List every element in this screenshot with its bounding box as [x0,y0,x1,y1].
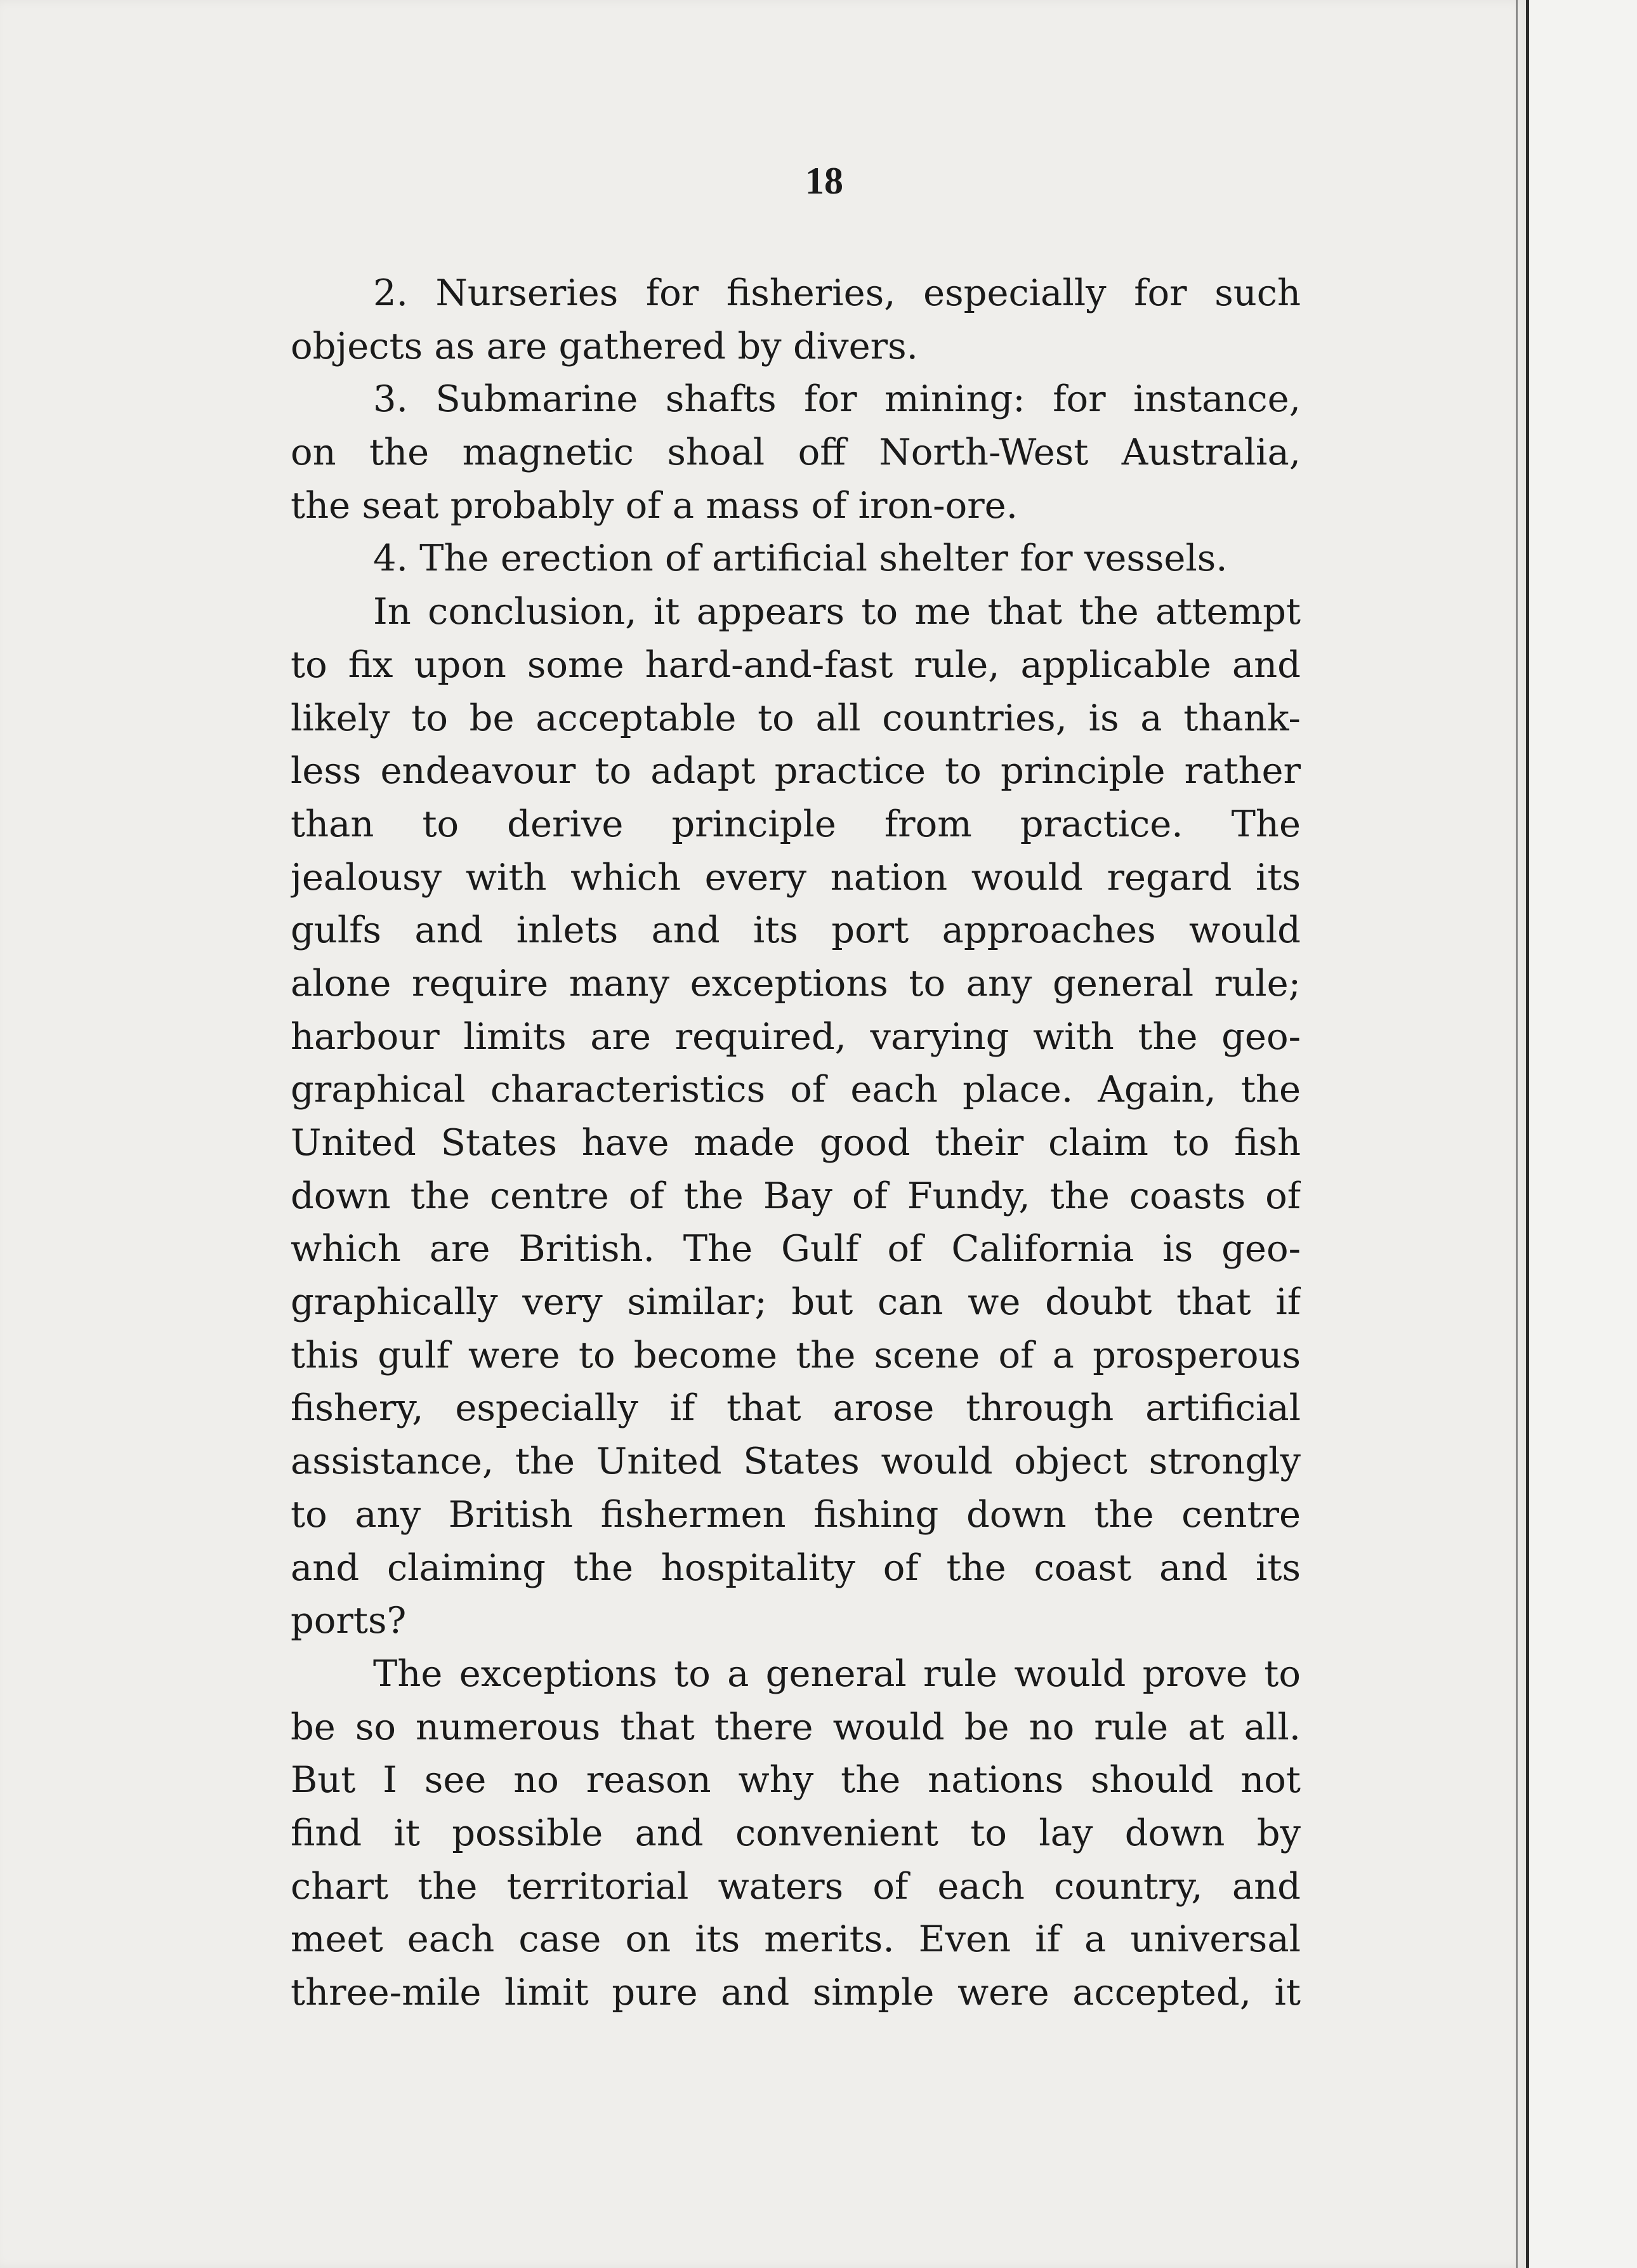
text-line: harbour limits are required, varying with the geo- [291,1015,1301,1058]
text-line: this gulf were to become the scene of a prosperous [291,1333,1301,1376]
text-line: But I see no reason why the nations should not [291,1758,1301,1802]
page-number: 18 [805,160,843,202]
text-line: find it possible and convenient to lay down by [291,1811,1301,1854]
text-line: and claiming the hospitality of the coast and its [291,1546,1301,1589]
text-line: be so numerous that there would be no rule at all. [291,1705,1301,1748]
text-line: down the centre of the Bay of Fundy, the coasts of [291,1174,1301,1217]
text-line: The exceptions to a general rule would prove to [373,1652,1301,1695]
text-line: In conclusion, it appears to me that the attempt [373,590,1301,633]
text-line: less endeavour to adapt practice to principle rather [291,749,1301,793]
text-line: to fix upon some hard-and-fast rule, applicable and [291,643,1301,686]
text-line: graphically very similar; but can we doubt that if [291,1281,1301,1324]
text-line: United States have made good their claim to fish [291,1121,1301,1164]
text-line: to any British fishermen fishing down the centre [291,1493,1301,1536]
gutter-shadow [1516,0,1518,2268]
text-line: assistance, the United States would object strongly [291,1440,1301,1483]
body-text [291,267,1301,2019]
text-line: meet each case on its merits. Even if a universal [291,1918,1301,1961]
text-line: gulfs and inlets and its port approaches would [291,909,1301,952]
text-line: 3. Submarine shafts for mining: for instance, [373,378,1301,421]
facing-page-edge [1529,0,1637,2268]
page-content [291,152,1301,2019]
text-line: likely to be acceptable to all countries, is a thank- [291,696,1301,739]
text-line: objects as are gathered by divers. [291,324,918,367]
text-line: which are British. The Gulf of California is geo- [291,1227,1301,1270]
text-line: alone require many exceptions to any general rule; [291,961,1301,1005]
text-line: fishery, especially if that arose through artificial [291,1387,1301,1430]
text-line: chart the territorial waters of each country, and [291,1864,1301,1908]
text-line: graphical characteristics of each place. Again, the [291,1068,1301,1111]
text-line: three-mile limit pure and simple were accepted, it [291,1971,1301,2014]
text-line: 2. Nurseries for fisheries, especially for such [373,272,1301,314]
text-line: 4. The erection of artificial shelter for vessels. [373,537,1228,580]
text-line: ports? [291,1599,407,1642]
text-line: on the magnetic shoal off North-West Australia, [291,431,1301,474]
text-line: the seat probably of a mass of iron-ore. [291,484,1018,527]
text-line: jealousy with which every nation would regard its [291,855,1301,899]
text-line: than to derive principle from practice. The [291,802,1301,845]
